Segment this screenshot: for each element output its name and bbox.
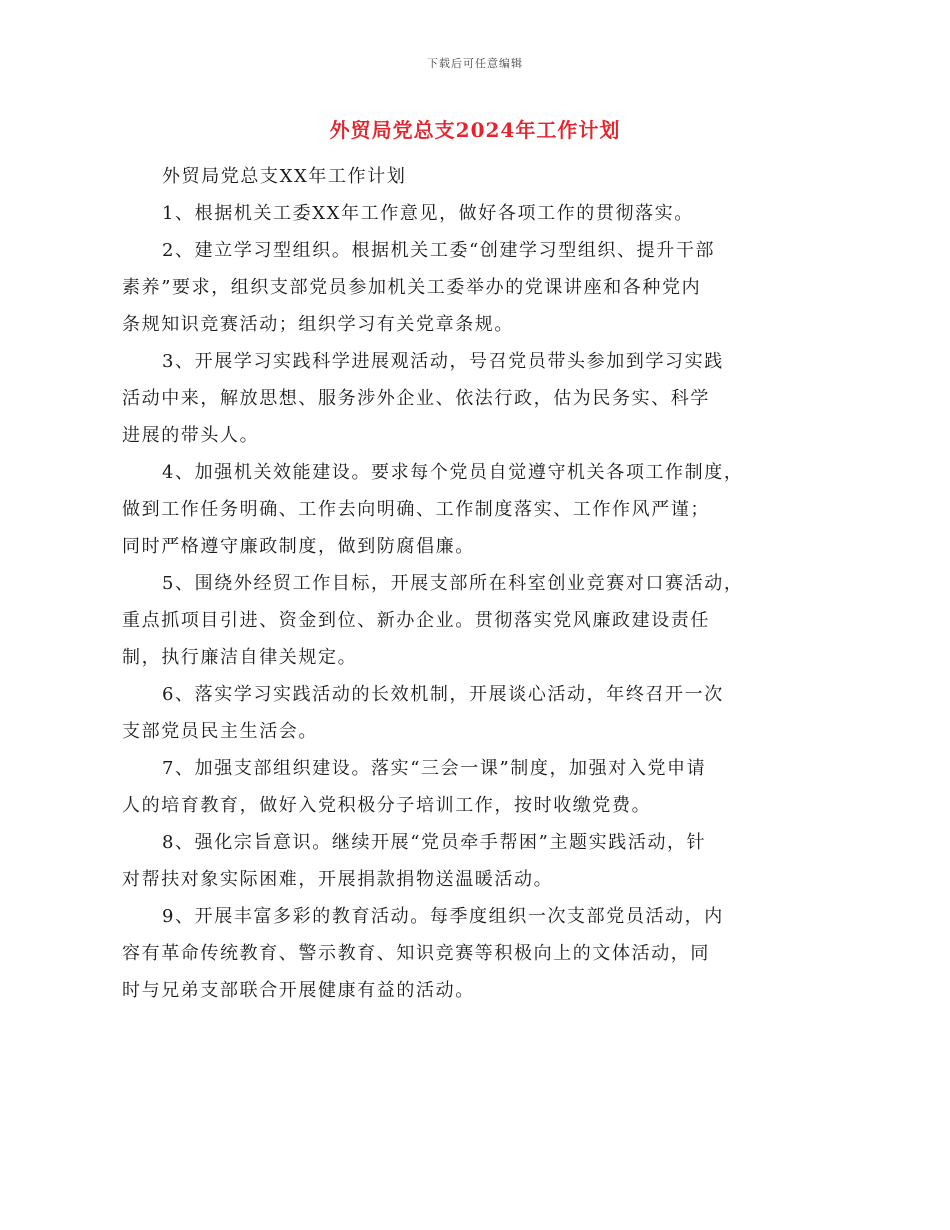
paragraph-item-2 bbox=[122, 232, 812, 343]
paragraph-line: 2、建立学习型组织。根据机关工委“创建学习型组织、提升干部 bbox=[162, 240, 716, 261]
document-title: 外贸局党总支2024年工作计划 bbox=[329, 118, 621, 142]
paragraph-item-3 bbox=[122, 343, 812, 454]
paragraph-line: 3、开展学习实践科学进展观活动，号召党员带头参加到学习实践 bbox=[162, 351, 724, 372]
paragraph-line: 5、围绕外经贸工作目标，开展支部所在科室创业竞赛对口赛活动， bbox=[162, 573, 744, 594]
paragraph-line: 人的培育教育，做好入党积极分子培训工作，按时收缴党费。 bbox=[122, 795, 652, 816]
paragraph-line: 容有革命传统教育、警示教育、知识竞赛等积极向上的文体活动，同 bbox=[122, 943, 710, 964]
paragraph-line: 活动中来，解放思想、服务涉外企业、依法行政，估为民务实、科学 bbox=[122, 388, 710, 409]
paragraph-line: 7、加强支部组织建设。落实“三会一课”制度，加强对入党申请 bbox=[162, 758, 707, 779]
paragraph-item-7 bbox=[122, 750, 812, 824]
paragraph-item-5 bbox=[122, 565, 812, 676]
paragraph-line: 条规知识竞赛活动；组织学习有关党章条规。 bbox=[122, 314, 514, 335]
paragraph-line: 4、加强机关效能建设。要求每个党员自觉遵守机关各项工作制度， bbox=[162, 462, 744, 483]
paragraph-item-9 bbox=[122, 898, 812, 1009]
paragraph-line: 素养”要求，组织支部党员参加机关工委举办的党课讲座和各种党内 bbox=[122, 277, 702, 298]
paragraph-line: 时与兄弟支部联合开展健康有益的活动。 bbox=[122, 980, 475, 1001]
paragraph-line: 支部党员民主生活会。 bbox=[122, 721, 318, 742]
paragraph-line: 1、根据机关工委XX年工作意见，做好各项工作的贯彻落实。 bbox=[162, 203, 694, 224]
document-body bbox=[122, 158, 812, 1009]
paragraph-line: 制，执行廉洁自律关规定。 bbox=[122, 647, 358, 668]
paragraph-item-4 bbox=[122, 454, 812, 565]
paragraph-line: 做到工作任务明确、工作去向明确、工作制度落实、工作作风严谨； bbox=[122, 499, 710, 520]
paragraph-line: 9、开展丰富多彩的教育活动。每季度组织一次支部党员活动，内 bbox=[162, 906, 724, 927]
header-note: 下载后可任意编辑 bbox=[427, 57, 523, 70]
paragraph-line: 同时严格遵守廉政制度，做到防腐倡廉。 bbox=[122, 536, 475, 557]
paragraph-item-8 bbox=[122, 824, 812, 898]
paragraph-item-6 bbox=[122, 676, 812, 750]
paragraph-line: 6、落实学习实践活动的长效机制，开展谈心活动，年终召开一次 bbox=[162, 684, 724, 705]
paragraph-line: 对帮扶对象实际困难，开展捐款捐物送温暖活动。 bbox=[122, 869, 554, 890]
paragraph-line: 外贸局党总支XX年工作计划 bbox=[162, 166, 407, 187]
paragraph-line: 重点抓项目引进、资金到位、新办企业。贯彻落实党风廉政建设责任 bbox=[122, 610, 710, 631]
paragraph-subtitle bbox=[142, 158, 812, 195]
paragraph-line: 8、强化宗旨意识。继续开展“党员牵手帮困”主题实践活动，针 bbox=[162, 832, 707, 853]
paragraph-line: 进展的带头人。 bbox=[122, 425, 260, 446]
paragraph-item-1 bbox=[142, 195, 812, 232]
